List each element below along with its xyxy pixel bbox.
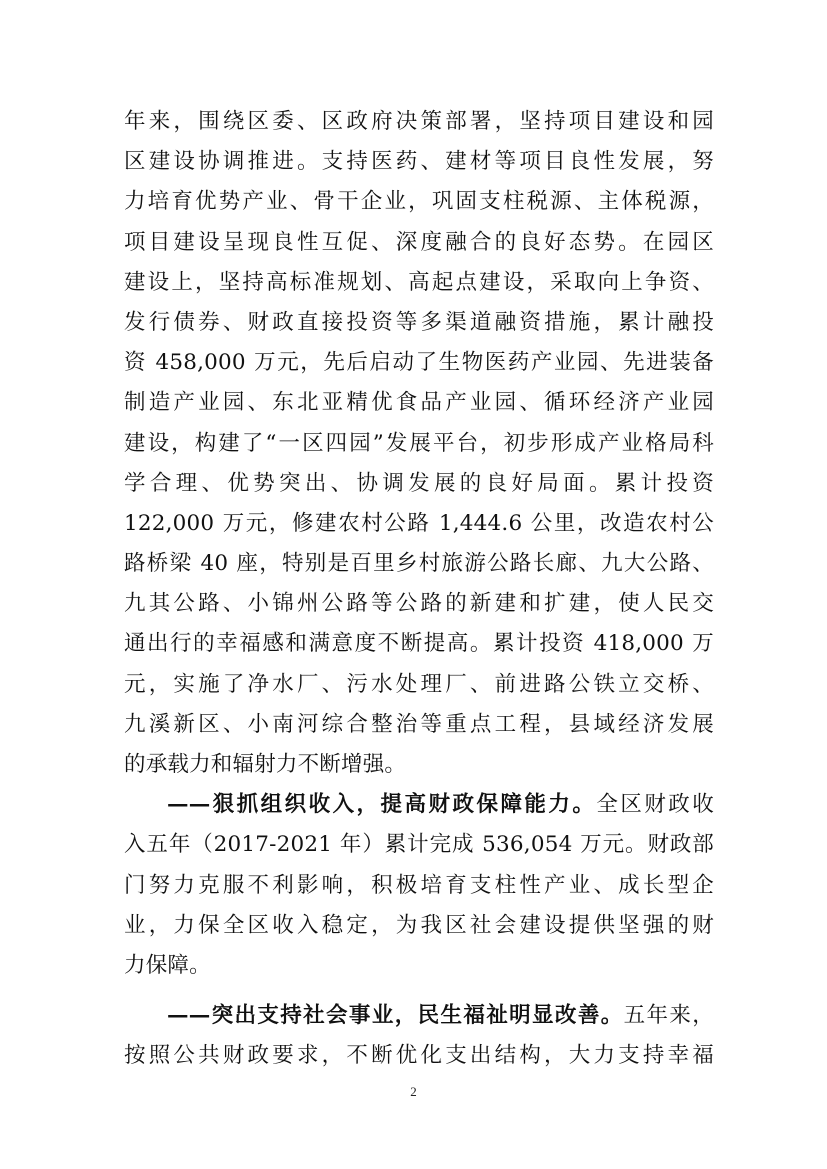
text-line: 九其公路、小锦州公路等公路的新建和扩建，使人民交 <box>124 591 714 617</box>
paragraph-2 <box>124 785 714 986</box>
paragraph-1 <box>124 102 714 785</box>
text-line: 门努力克服不利影响，积极培育支柱性产业、成长型企 <box>124 872 714 898</box>
text-line: 按照公共财政要求，不断优化支出结构，大力支持幸福 <box>124 1043 714 1069</box>
text-line: 九溪新区、小南河综合整治等重点工程，县域经济发展 <box>124 711 714 737</box>
section-heading: ——狠抓组织收入，提高财政保障能力。 <box>167 792 597 818</box>
text-line: 路桥梁 40 座，特别是百里乡村旅游公路长廊、九大公路、 <box>124 551 714 577</box>
text-line: 建设，构建了“一区四园”发展平台，初步形成产业格局科 <box>124 430 714 456</box>
text-line: 的承载力和辐射力不断增强。 <box>124 752 407 777</box>
text-line: 制造产业园、东北亚精优食品产业园、循环经济产业园 <box>124 390 714 416</box>
text-line: 力培育优势产业、骨干企业，巩固支柱税源、主体税源， <box>124 189 714 215</box>
text-run: 全区财政收 <box>596 792 714 818</box>
text-run: 五年来， <box>623 1003 714 1029</box>
text-line: 建设上，坚持高标准规划、高起点建设，采取向上争资、 <box>124 269 714 295</box>
text-line: 学合理、优势突出、协调发展的良好局面。累计投资 <box>124 470 714 496</box>
text-line: 业，力保全区收入稳定，为我区社会建设提供坚强的财 <box>124 912 714 938</box>
text-line <box>124 785 714 825</box>
text-line: 122,000 万元，修建农村公路 1,444.6 公里，改造农村公 <box>124 510 714 536</box>
body-text <box>124 102 714 1077</box>
text-line: 发行债券、财政直接投资等多渠道融资措施，累计融投 <box>124 309 714 335</box>
text-line: 项目建设呈现良性互促、深度融合的良好态势。在园区 <box>124 229 714 255</box>
text-line: 通出行的幸福感和满意度不断提高。累计投资 418,000 万 <box>124 631 714 657</box>
text-line <box>124 996 714 1036</box>
section-heading: ——突出支持社会事业，民生福祉明显改善。 <box>167 1003 624 1029</box>
paragraph-gap <box>124 986 714 996</box>
text-line: 入五年（2017-2021 年）累计完成 536,054 万元。财政部 <box>124 832 714 858</box>
text-line: 力保障。 <box>124 952 211 978</box>
text-line: 资 458,000 万元，先后启动了生物医药产业园、先进装备 <box>124 350 714 376</box>
text-line: 元，实施了净水厂、污水处理厂、前进路公铁立交桥、 <box>124 671 714 697</box>
text-line: 区建设协调推进。支持医药、建材等项目良性发展，努 <box>124 149 714 175</box>
page-number: 2 <box>410 1084 417 1099</box>
paragraph-3 <box>124 996 714 1076</box>
text-line: 年来，围绕区委、区政府决策部署，坚持项目建设和园 <box>124 109 714 134</box>
